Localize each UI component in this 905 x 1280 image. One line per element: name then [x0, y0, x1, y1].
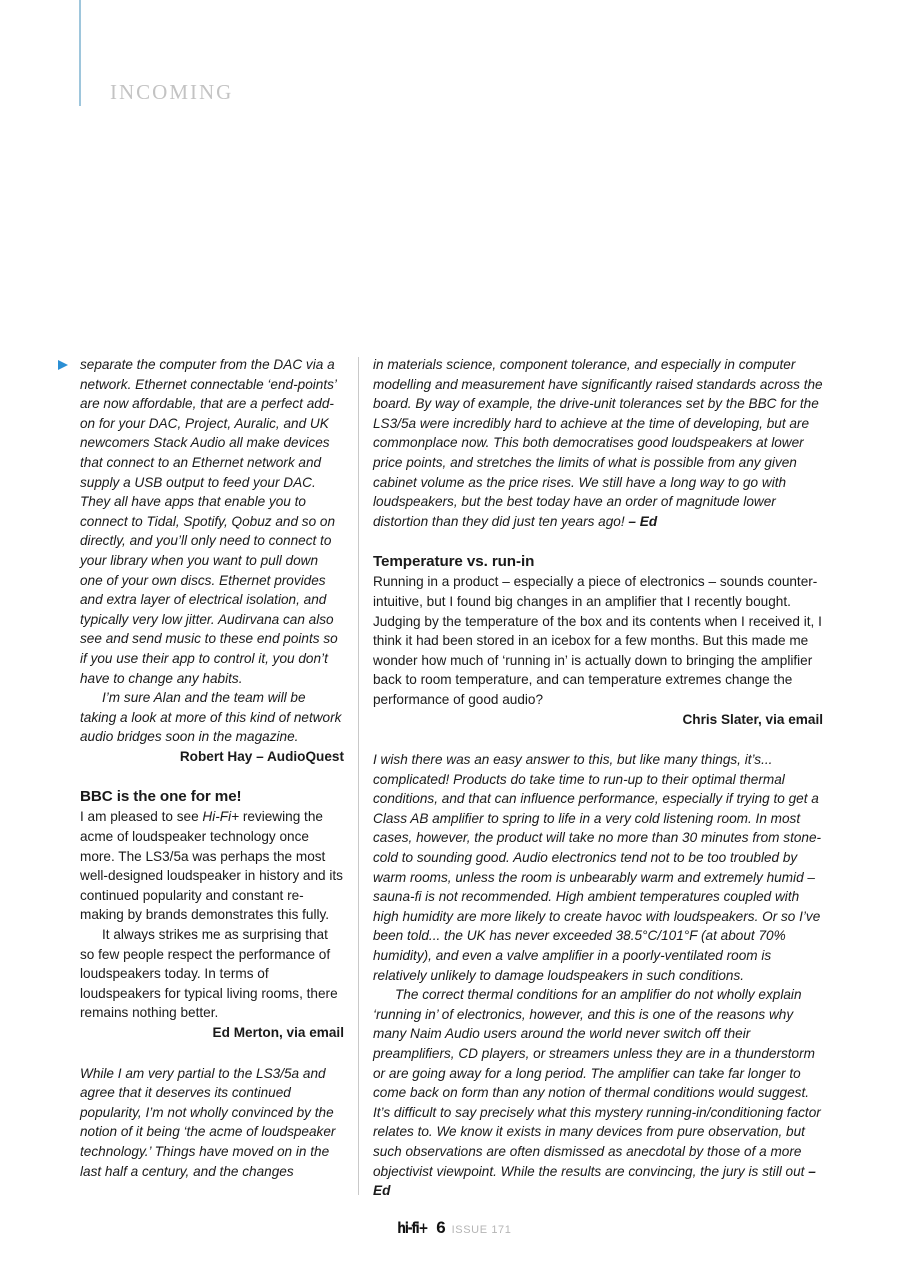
letter-signoff-audioquest: Robert Hay – AudioQuest: [179, 748, 344, 764]
page-masthead: [0, 0, 905, 340]
column-divider: [358, 357, 359, 1195]
temperature-reply-text: The correct thermal conditions for an amplifier do not wholly explain ‘running in’ of electronics, however, and this is one of the reasons why many Naim Audio users around the world never switch off their preamplifiers, CD players, or streamers unless they are in a thunderstorm or are going away for a long period. The amplifier can take far longer to come back on form than any notion of thermal conditions would suggest. It’s difficult to say precisely what this mystery running-in/conditioning factor relates to. We know it exists in many devices from pure observation, but such observations are often dismissed as anecdotal by those of a more objectivist viewpoint. While the results are convincing, the jury is still out: [373, 987, 821, 1179]
left-column: [80, 355, 344, 1181]
editor-reply-temperature-paragraph-1: I wish there was an easy answer to this, but like many things, it’s... complicated! Products do take time to run-up to their optimal thermal conditions, and that can influence performance, especially if trying to get a Class AB amplifier to spring to life in a very cold listening room. In most cases, however, the product will take no more than 30 minutes from stone-cold to sounding good. Audio electronics tend not to be too troubled by warm rooms, unless the room is unbearably warm and extremely humid – sauna-fi is not recommended. High ambient temperatures coupled with high humidity are more likely to create havoc with loudspeakers. Or so I’ve been told... the UK has never exceeded 38.5°C/101°F (at about 70% humidity), and even a valve amplifier in a poorly-ventilated room is relatively unlikely to damage loudspeakers in such conditions.: [373, 752, 822, 983]
hifiplus-logo: hi-fi+: [396, 1219, 427, 1237]
continuation-arrow-icon: [58, 360, 68, 370]
letter-continued-paragraph-1: separate the computer from the DAC via a network. Ethernet connectable ‘end-points’ are now affordable, that are a perfect add-on for your DAC, Project, Auralic, and UK newcomers Stack Audio all make devices that connect to an Ethernet network and supply a USB output to feed your DAC. They all have apps that enable you to connect to Tidal, Spotify, Qobuz and so on directly, and you’ll only need to connect to your library when you want to pull down one of your own discs. Ethernet provides and extra layer of electrical isolation, and typically very low jitter. Audirvana can also see and send music to these end points so if you use their app to control it, you don’t have to change any habits.: [80, 357, 338, 686]
right-column: [373, 355, 823, 1201]
editor-reply-bbc-start: While I am very partial to the LS3/5a and agree that it deserves its continued popularity, I’m not wholly convinced by the notion of it being ‘the acme of loudspeaker technology.’ Things have moved on in the last half a century, and the changes: [80, 1065, 336, 1179]
article-body: [0, 355, 905, 1205]
letter-temperature-body: Running in a product – especially a piece of electronics – sounds counter-intuitive, but I found big changes in an amplifier that I recently bought. Judging by the temperature of the box and its contents when I received it, I think it had been stored in an icebox for a few months. But this made me wonder how much of ‘running in’ is actually down to bringing the amplifier back to room temperature, and can temperature extremes change the performance of good audio?: [373, 574, 822, 707]
editor-reply-bbc-continued: [373, 355, 823, 531]
letter-continued-paragraph-2: I’m sure Alan and the team will be taking a look at more of this kind of network audio bridges soon in the magazine.: [80, 690, 342, 745]
section-accent-rule: [79, 0, 81, 106]
page-footer: [0, 1218, 905, 1252]
editor-reply-temperature-paragraph-2: [373, 985, 823, 1201]
page-number: 6: [436, 1218, 446, 1237]
bbc-reply-text: in materials science, component tolerance, and especially in computer modelling and measurement have significantly raised standards across the board. By way of example, the drive-unit tolerances set by the BBC for the LS3/5a were incredibly hard to achieve at the time of developing, but are commonplace now. This both democratises good loudspeakers at lower price points, and stretches the limits of what is possible from any given cabinet volume as the price rises. We still have a long way to go with loudspeakers, but the best today have an order of magnitude lower distortion than they did just ten years ago!: [373, 357, 823, 529]
letter-signoff-ed-merton: Ed Merton, via email: [212, 1025, 344, 1040]
magazine-name-emphasis: Hi-Fi+: [202, 809, 240, 825]
letter-bbc-paragraph-2: It always strikes me as surprising that so few people respect the performance of loudspeakers today. In terms of loudspeakers for typical living rooms, there remains nothing better.: [80, 927, 338, 1021]
letter-bbc-paragraph-1: [80, 807, 344, 925]
issue-label: ISSUE 171: [451, 1224, 512, 1236]
editor-signature-bbc: – Ed: [628, 513, 658, 529]
letter-heading-temperature: Temperature vs. run-in: [373, 553, 535, 571]
bbc-para1-lead: I am pleased to see: [80, 809, 203, 825]
letter-signoff-chris-slater: Chris Slater, via email: [682, 711, 823, 727]
page-title: INCOMING: [110, 80, 234, 104]
editor-signature-temperature: – Ed: [373, 1163, 816, 1199]
bbc-para1-rest: reviewing the acme of loudspeaker technology once more. The LS3/5a was perhaps the most well-designed loudspeaker in history and its continued popularity and constant re-making by brands demonstrates this fully.: [80, 809, 343, 923]
letter-heading-bbc: BBC is the one for me!: [80, 788, 242, 806]
